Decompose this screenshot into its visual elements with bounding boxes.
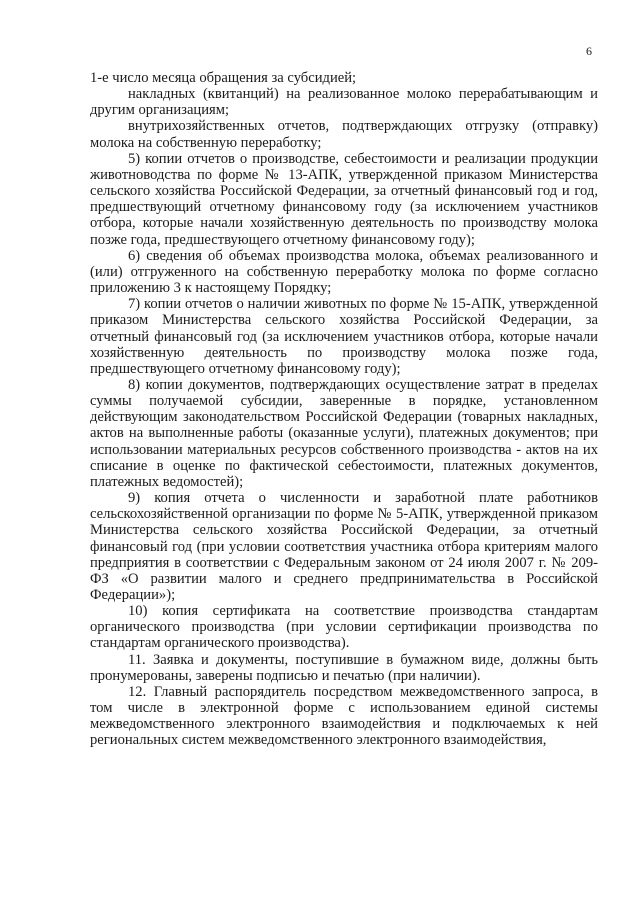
paragraph-item-10: 10) копия сертификата на соответствие производства стандартам органического производства (при условии сертификации производства по стандартам органического производства). [90, 603, 598, 652]
page-number: 6 [586, 44, 592, 58]
paragraph-continuation: 1-е число месяца обращения за субсидией; [90, 70, 357, 86]
paragraph-item-5: 5) копии отчетов о производстве, себестоимости и реализации продукции животноводства по форме № 13-АПК, утвержденной приказом Министерства сельского хозяйства Российской Федерации, за отчетный финансовый год и год, предшествующий отчетному финансовому году (за исключением участников отбора, которые начали хозяйственную деятельность по производству молока позже года, предшествующего отчетному финансовому году); [90, 150, 598, 248]
paragraph-internal-reports: внутрихозяйственных отчетов, подтверждающих отгрузку (отправку) молока на собственную переработку; [90, 118, 598, 151]
paragraph-item-6: 6) сведения об объемах производства молока, объемах реализованного и (или) отгруженного на собственную переработку молока по форме согласно приложению 3 к настоящему Порядку; [90, 247, 598, 297]
paragraph-item-8: 8) копии документов, подтверждающих осуществление затрат в пределах суммы получаемой субсидии, заверенные в порядке, установленном действующим законодательством Российской Федерации (товарных накладных, актов на выполненные работы (оказанные услуги), платежных документов; при использовании материальных ресурсов собственного производства - актов на их списание в оценке по фактической себестоимости, платежных документов, платежных ведомостей); [90, 376, 598, 490]
paragraph-section-12: 12. Главный распорядитель посредством межведомственного запроса, в том числе в электронной форме с использованием единой системы межведомственного электронного взаимодействия и подключаемых к ней региональных систем межведомственного электронного взаимодействия, [90, 683, 598, 749]
paragraph-item-7: 7) копии отчетов о наличии животных по форме № 15-АПК, утвержденной приказом Министерства сельского хозяйства Российской Федерации, за отчетный финансовый год (за исключением участников отбора, которые начали хозяйственную деятельность по производству молока позже года, предшествующего отчетному финансовому году); [90, 296, 598, 377]
paragraph-invoices: накладных (квитанций) на реализованное молоко перерабатывающим и другим организациям; [90, 86, 598, 119]
document-body [90, 70, 598, 749]
paragraph-section-11: 11. Заявка и документы, поступившие в бумажном виде, должны быть пронумерованы, заверены подписью и печатью (при наличии). [90, 651, 598, 684]
paragraph-item-9: 9) копия отчета о численности и заработной плате работников сельскохозяйственной организации по форме № 5-АПК, утвержденной приказом Министерства сельского хозяйства Российской Федерации, за отчетный финансовый год (при условии соответствия участника отбора критериям малого предприятия в соответствии с Федеральным законом от 24 июля 2007 г. № 209-ФЗ «О развитии малого и среднего предпринимательства в Российской Федерации»); [90, 490, 598, 603]
